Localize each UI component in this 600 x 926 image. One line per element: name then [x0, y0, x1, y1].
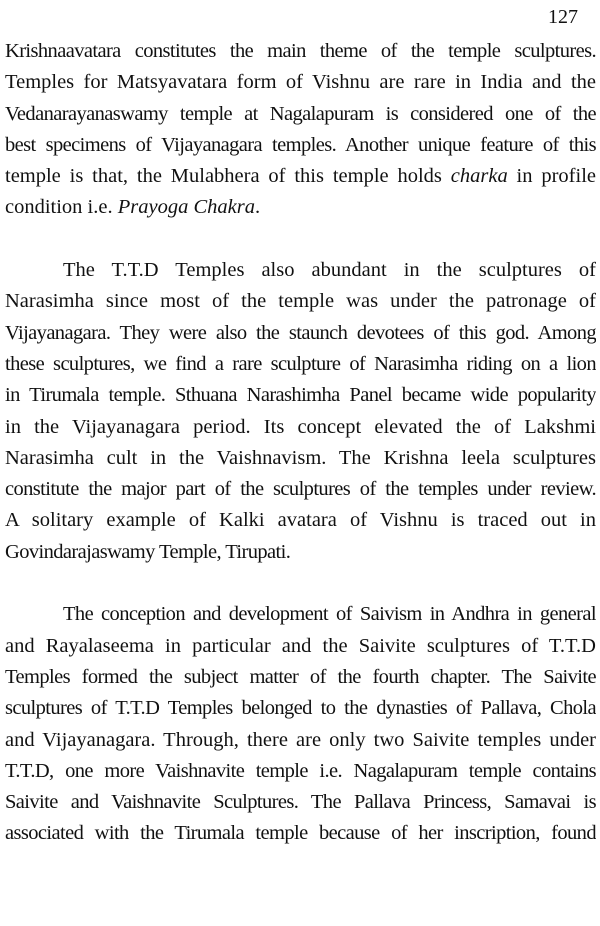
paragraph-2 — [5, 255, 596, 568]
text-line: Temples formed the subject matter of the fourth chapter. The Saivite — [5, 665, 596, 688]
paragraph-gap — [5, 568, 596, 599]
text-line — [5, 161, 596, 192]
text-line: Narasimha cult in the Vaishnavism. The Krishna leela sculptures — [5, 446, 596, 469]
text-span: temple is that, the Mulabhera of this temple holds — [5, 165, 451, 188]
text-line: Temples for Matsyavatara form of Vishnu are rare in India and the — [5, 71, 596, 94]
paragraph-3 — [5, 599, 596, 849]
text-line: in Tirumala temple. Sthuana Narashimha Panel became wide popularity — [5, 384, 596, 407]
text-line — [5, 192, 596, 223]
text-line: constitute the major part of the sculptures of the temples under review. — [5, 478, 596, 501]
text-line: these sculptures, we find a rare sculpture of Narasimha riding on a lion — [5, 352, 596, 375]
text-span: in profile — [507, 165, 596, 188]
page-number: 127 — [548, 6, 578, 28]
text-line: A solitary example of Kalki avatara of Vishnu is traced out in — [5, 509, 596, 532]
text-line: Vedanarayanaswamy temple at Nagalapuram is considered one of the — [5, 102, 596, 125]
text-span: . — [254, 196, 261, 219]
text-line: and Rayalaseema in particular and the Saivite sculptures of T.T.D — [5, 634, 596, 657]
text-line: associated with the Tirumala temple because of her inscription, found — [5, 822, 596, 845]
text-line: Narasimha since most of the temple was under the patronage of — [5, 290, 596, 313]
text-line: and Vijayanagara. Through, there are only two Saivite temples under — [5, 728, 596, 751]
text-line: T.T.D, one more Vaishnavite temple i.e. Nagalapuram temple contains — [5, 759, 596, 782]
text-line: sculptures of T.T.D Temples belonged to the dynasties of Pallava, Chola — [5, 697, 596, 720]
paragraph-1 — [5, 36, 596, 224]
text-line: Govindarajaswamy Temple, Tirupati. — [5, 540, 291, 563]
italic-term: Prayoga Chakra — [117, 196, 255, 219]
text-line: Saivite and Vaishnavite Sculptures. The Pallava Princess, Samavai is — [5, 791, 596, 814]
page-body — [5, 36, 596, 850]
text-line: The conception and development of Saivism in Andhra in general — [63, 603, 596, 626]
italic-term: charka — [450, 165, 508, 188]
text-span: condition i.e. — [5, 196, 118, 219]
text-line: The T.T.D Temples also abundant in the sculptures of — [63, 259, 596, 282]
paragraph-gap — [5, 224, 596, 255]
text-line: Vijayanagara. They were also the staunch devotees of this god. Among — [5, 321, 596, 344]
text-line: best specimens of Vijayanagara temples. Another unique feature of this — [5, 133, 596, 156]
text-line: in the Vijayanagara period. Its concept elevated the of Lakshmi — [5, 415, 596, 438]
text-line: Krishnaavatara constitutes the main theme of the temple sculptures. — [5, 40, 596, 62]
